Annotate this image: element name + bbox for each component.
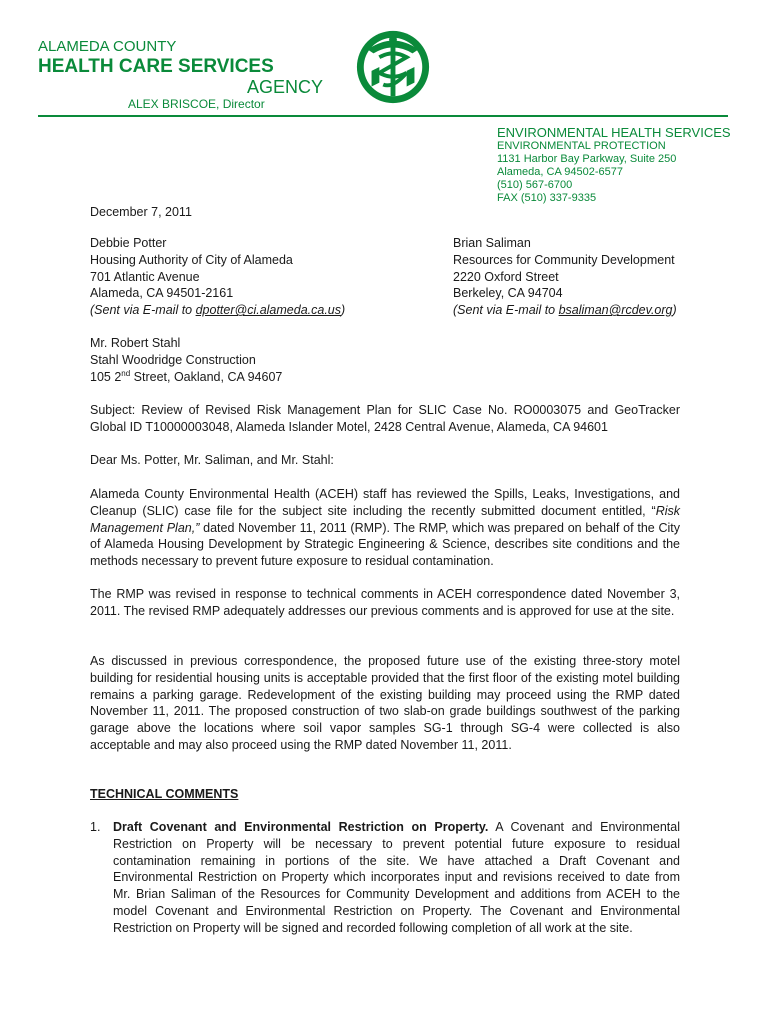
document-title: Risk Management Plan,” — [90, 503, 680, 535]
recipient-sent-via — [453, 302, 677, 319]
street-rest: Street, Oakland, CA 94607 — [130, 369, 283, 384]
recipient-name: Debbie Potter — [90, 236, 167, 250]
recipient-left — [90, 235, 345, 319]
recipient-org: Resources for Community Development — [453, 252, 675, 267]
department-city: Alameda, CA 94502-6577 — [497, 166, 623, 178]
subject-line: Subject: Review of Revised Risk Management Plan for SLIC Case No. RO0003075 and GeoTracker Global ID T10000003048, Alameda Islander Motel, 2428 Central Avenue, Alameda, CA 94601 — [90, 403, 680, 434]
comment-text: A Covenant and Environmental Restriction on Property will be necessary to prevent potential future exposure to residual contamination remaining in portions of the site. We have attached a Draft Covenant and Environmental Restriction on Property which incorporates input and revisions received to date from Mr. Brian Saliman of the Resources for Community Development and additions from ACEH to the model Covenant and Environmental Restriction on Property. The Covenant and Environmental Restriction on Property will be signed and recorded following completion of all work at the site. — [113, 820, 681, 935]
paragraph-1-before: Alameda County Environmental Health (ACEH) staff has reviewed the Spills, Leaks, Investigations, and Cleanup (SLIC) case file for the subject site including the recently submitted document entitled, “ — [90, 487, 680, 518]
recipient-email-link[interactable]: bsaliman@rcdev.org — [558, 303, 673, 318]
recipient-right — [453, 235, 677, 319]
recipient-name: Mr. Robert Stahl — [90, 336, 181, 350]
recipient-org: Stahl Woodridge Construction — [90, 352, 256, 367]
letter-date: December 7, 2011 — [90, 205, 192, 219]
recipient-org: Housing Authority of City of Alameda — [90, 252, 293, 267]
paragraph-1 — [90, 486, 680, 570]
recipient-street: 701 Atlantic Avenue — [90, 269, 200, 284]
comment-item — [90, 819, 680, 937]
paragraph-2: The RMP was revised in response to technical comments in ACEH correspondence dated November 3, 2011. The revised RMP adequately addresses our previous comments and is approved for use at the site. — [90, 587, 680, 618]
salutation: Dear Ms. Potter, Mr. Saliman, and Mr. Stahl: — [90, 453, 334, 467]
sent-prefix: (Sent via E-mail to — [90, 303, 196, 318]
recipient-street: 2220 Oxford Street — [453, 269, 559, 284]
paragraph-1-after: dated November 11, 2011 (RMP). The RMP, which was prepared on behalf of the City of Alameda Housing Development by Strategic Engineering & Science, describes site conditions and the methods necessary to prevent future exposure to residual contamination. — [90, 520, 680, 569]
technical-comments-heading: TECHNICAL COMMENTS — [90, 787, 239, 801]
department-street: 1131 Harbor Bay Parkway, Suite 250 — [497, 153, 677, 165]
comment-number: 1. — [90, 820, 101, 834]
recipient-sent-via — [90, 302, 345, 319]
agency-subtitle: AGENCY — [247, 77, 324, 97]
sent-suffix: ) — [341, 303, 346, 318]
recipient-street — [90, 369, 282, 386]
recipient-city: Alameda, CA 94501-2161 — [90, 286, 234, 301]
sent-prefix: (Sent via E-mail to — [453, 303, 559, 318]
recipient-third — [90, 335, 282, 385]
recipient-name: Brian Saliman — [453, 236, 531, 250]
recipient-city: Berkeley, CA 94704 — [453, 286, 563, 301]
agency-logo-icon — [354, 28, 432, 106]
agency-title: HEALTH CARE SERVICES — [38, 56, 274, 77]
header-divider — [38, 115, 728, 117]
county-name: ALAMEDA COUNTY — [38, 38, 177, 55]
sent-suffix: ) — [672, 303, 677, 318]
department-phone: (510) 567-6700 — [497, 179, 573, 191]
department-fax: FAX (510) 337-9335 — [497, 192, 597, 204]
street-ordinal: nd — [121, 368, 131, 378]
department-name: ENVIRONMENTAL HEALTH SERVICES — [497, 125, 731, 140]
director-name: ALEX BRISCOE, Director — [128, 97, 265, 111]
street-number: 105 2 — [90, 369, 122, 384]
recipient-email-link[interactable]: dpotter@ci.alameda.ca.us — [195, 303, 341, 318]
paragraph-3: As discussed in previous correspondence, the proposed future use of the existing three-story motel building for residential housing units is acceptable provided that the first floor of the existing motel building remains a parking garage. Redevelopment of the existing building may proceed using the RMP dated November 11, 2011. The proposed construction of two slab-on grade buildings southwest of the parking garage above the locations where soil vapor samples SG-1 through SG-4 were collected is also acceptable and may also proceed using the RMP dated November 11, 2011. — [90, 654, 680, 752]
department-block — [497, 125, 731, 205]
comment-lead: Draft Covenant and Environmental Restriction on Property. — [113, 820, 489, 834]
department-division: ENVIRONMENTAL PROTECTION — [497, 140, 666, 152]
